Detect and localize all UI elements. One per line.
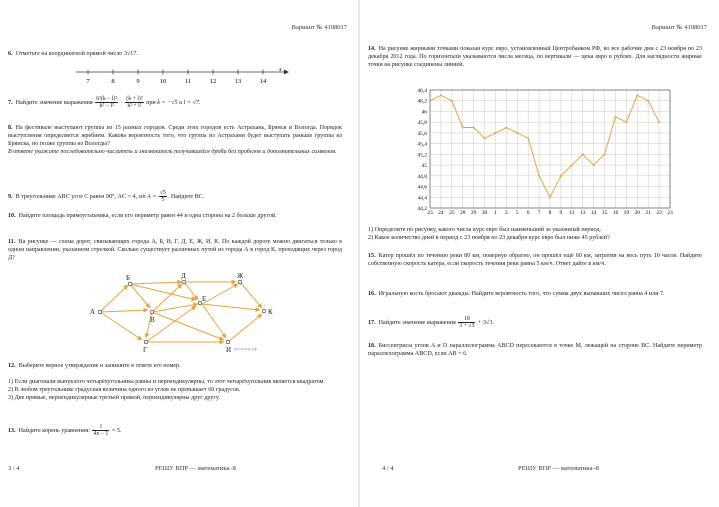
- x-tick-label: 15: [601, 210, 608, 216]
- task-14: 14. На рисунке жирными точками показан курс евро, установленный Центробанком РФ, во все рабочие дни с 23 ноября по 23 декабря 2012 года. По горизонтали указываются числа месяца, по вертикали — цена евро в рублях. Для наглядности жирные точки на рисунке соединены линией.: [368, 46, 702, 68]
- task-7: 7. Найдите значение выражения $\frac{\text{6²(k − l)²}}{\text{k² − l²}}$ · $\frac{\text{(k + l)²}}{\text{k² + l²}}$ при k = −√5 и l = √7.: [8, 96, 201, 109]
- chart-points: [429, 94, 660, 198]
- task-6: 6. Отметьте на координатной прямой число 3√17.: [8, 51, 138, 57]
- task12-item-1: 1) Если диагонали выпуклого четырёхугольника равны и перпендикулярны, то этот четырёхугольник является квадратом.: [8, 379, 325, 385]
- number-line-tick-label: 9: [136, 78, 140, 85]
- y-tick-label: 46,2: [417, 98, 427, 105]
- node-I: И: [226, 346, 232, 354]
- y-tick-label: 44,4: [417, 195, 427, 202]
- task-15: 15. Катер прошёл по течению реки 80 км, повернув обратно, он прошёл ещё 60 км, затратив на весь путь 10 часов. Найдите собственную скорость катера, если скорость течения реки равна 5 км/ч. Ответ дайте в км/ч.: [368, 253, 702, 267]
- chart-point: [440, 94, 442, 96]
- node-G: Г: [143, 346, 148, 354]
- number-line-tick-label: 10: [159, 78, 167, 85]
- task-10: 10. Найдите площадь прямоугольника, если его периметр равен 44 и одна сторона на 2 больше другой.: [8, 213, 277, 219]
- task7-fraction-2: $\frac{\text{(k + l)²}}{\text{k² + l²}}$: [126, 96, 143, 109]
- node-D: Д: [181, 272, 186, 280]
- task9-fraction: $\frac{√5}{5}$: [159, 190, 166, 203]
- chart-point: [538, 175, 540, 177]
- x-tick-label: 1: [494, 210, 497, 216]
- task-11: 11. На рисунке — схема дорог, связывающих города А, Б, В, Г, Д, Е, Ж, И, К. По каждой дороге можно двигаться только в одном направлении, указанном стрелкой. Сколько существует различных путей из города А в город К, проходящих через город Д?: [8, 239, 342, 261]
- number-line-tick-label: 8: [111, 78, 115, 85]
- x-tick-label: 22: [656, 210, 662, 216]
- y-tick-label: 46: [421, 109, 427, 116]
- x-tick-label: 28: [459, 210, 466, 216]
- euro-rate-chart: [388, 86, 688, 226]
- variant-header: Вариант № 4108017: [291, 24, 347, 31]
- footer-page-number: 4 / 4: [382, 465, 394, 472]
- task17-fraction: $\frac{18}{3 + √3}$: [459, 316, 475, 329]
- chart-point: [494, 132, 496, 134]
- chart-point: [516, 132, 518, 134]
- chart-point: [505, 127, 507, 129]
- number-line-tick-label: 13: [234, 78, 242, 85]
- task-16: 16. Игральную кость бросают дважды. Найдите вероятность того, что сумма двух выпавших чисел равна 4 или 7.: [368, 291, 665, 297]
- x-tick-label: 23: [667, 210, 673, 216]
- chart-point: [625, 121, 627, 123]
- chart-point: [604, 153, 606, 155]
- node-E: Е: [202, 295, 207, 303]
- task-9: 9. В треугольнике ABC угол C равен 90°, AC = 4, sin A = $\frac{√5}{5}$ . Найдите BC.: [8, 190, 205, 203]
- x-tick-label: 7: [537, 210, 541, 216]
- task-17: 17. Найдите значение выражения $\frac{18}{3 + √3}$ + 3√3.: [368, 316, 494, 329]
- x-tick-label: 24: [438, 210, 444, 216]
- chart-point: [582, 153, 584, 155]
- y-tick-label: 44,2: [417, 206, 427, 212]
- chart-point: [560, 175, 562, 177]
- y-tick-label: 46,4: [417, 88, 427, 94]
- task7-fraction-1: $\frac{\text{6²(k − l)²}}{\text{k² − l²}}$: [96, 96, 118, 109]
- roads-graph: [80, 270, 300, 354]
- chart-point: [614, 116, 616, 118]
- x-tick-label: 13: [579, 210, 586, 216]
- page-right: [360, 0, 719, 507]
- footer-title: РЕШУ ВПР — математика–8: [518, 465, 599, 472]
- x-tick-label: 12: [569, 210, 575, 216]
- chart-point: [451, 100, 453, 102]
- graph-watermark: решувпр.рф: [234, 346, 258, 351]
- x-tick-label: 29: [470, 210, 477, 216]
- y-tick-label: 44,6: [417, 184, 427, 191]
- number-line-tick-label: 12: [209, 78, 217, 85]
- chart-point: [571, 164, 573, 166]
- y-tick-label: 45: [421, 163, 427, 170]
- task8-note: В ответе укажите последовательно числитель и знаменатель получившейся дроби без пробелов и дополнительных символов.: [8, 149, 337, 155]
- task12-item-2: 2) В любом треугольнике градусная величина одного из углов не превышает 60 градусов.: [8, 387, 241, 393]
- task-12: 12. Выберите верное утверждение и запишите в ответе его номер. 1) Если диагонали выпуклого четырёхугольника равны и перпендикулярны, то этот четырёхугольник является квадратом. 2) В любом треугольнике градусная величина одного из углов не превышает 60 градусов. 3) Две прямые, перпендикулярные третьей прямой, перпендикулярны друг другу.: [8, 362, 342, 402]
- x-tick-label: 20: [634, 210, 641, 216]
- chart-point: [636, 94, 638, 96]
- chart-point: [473, 127, 475, 129]
- task12-item-3: 3) Две прямые, перпендикулярные третьей прямой, перпендикулярны друг другу.: [8, 395, 220, 401]
- x-tick-label: 14: [590, 210, 597, 216]
- node-B: Б: [126, 274, 131, 282]
- x-tick-label: 21: [645, 210, 651, 216]
- node-V: В: [150, 316, 155, 324]
- x-tick-label: 16: [612, 210, 619, 216]
- task-18: 18. Биссектрисы углов A и D параллелограмма ABCD пересекаются в точке M, лежащей на стороне BC. Найдите периметр параллелограмма ABCD, если AB = 6.: [368, 343, 702, 357]
- x-tick-label: 23: [427, 210, 433, 216]
- x-tick-label: 6: [526, 210, 530, 216]
- x-tick-label: 9: [559, 210, 563, 216]
- task14-question-1: 1) Определите по рисунку, какого числа курс евро был наименьший за указанный период.: [368, 227, 602, 233]
- chart-point: [484, 137, 486, 139]
- chart-y-ticks: [417, 88, 427, 212]
- chart-point: [462, 127, 464, 129]
- page-left: [0, 0, 359, 507]
- chart-point: [658, 121, 660, 123]
- y-tick-label: 45,4: [417, 141, 427, 148]
- task14-question-2: 2) Какое количество дней в период с 23 ноября по 23 декабря курс евро был ниже 45 рублей?: [368, 235, 610, 241]
- task-13: 13. Найдите корень уравнения: $\frac{1}{4x - 1}$ = 5.: [8, 424, 122, 437]
- footer-page-number: 3 / 4: [8, 465, 20, 472]
- number-line-tick-label: 14: [259, 78, 267, 85]
- chart-point: [593, 164, 595, 166]
- x-tick-label: 25: [449, 210, 455, 216]
- chart-point: [527, 137, 529, 139]
- y-tick-label: 44,8: [417, 173, 427, 180]
- chart-point: [647, 100, 649, 102]
- chart-x-ticks: [427, 210, 673, 216]
- task6-value: 3√17.: [123, 51, 138, 57]
- chart-series-line: [430, 95, 659, 197]
- x-tick-label: 2: [504, 210, 508, 216]
- task-8: 8. На фестивале выступают группы из 15 разных городов. Среди этих городов есть Астрахань, Брянск и Вологда. Порядок выступления определяется жребием. Какова вероятность того, что группа из Астрахани будет выступать раньше группы из Брянска, но позже группы из Вологды? В ответе укажите последовательно числитель и знаменатель получившейся дроби без пробелов и дополнительных символов.: [8, 125, 342, 155]
- node-K: К: [268, 308, 273, 316]
- number-line-tick-label: 11: [184, 78, 192, 85]
- x-tick-label: 19: [623, 210, 630, 216]
- task13-fraction: $\frac{1}{4x - 1}$: [93, 424, 109, 437]
- x-tick-label: 8: [548, 210, 552, 216]
- variant-header: Вариант № 4108017: [651, 24, 707, 31]
- node-Zh: Ж: [237, 272, 244, 280]
- task14-questions: [368, 226, 702, 242]
- y-tick-label: 45,6: [417, 130, 427, 137]
- x-tick-label: 30: [481, 210, 488, 216]
- number-line: [72, 64, 292, 86]
- number-line-x-label: x: [279, 67, 282, 73]
- number-line-tick-label: 7: [86, 78, 90, 85]
- node-A: А: [90, 308, 96, 316]
- chart-grid: [430, 90, 670, 208]
- y-tick-label: 45,8: [417, 120, 427, 127]
- y-tick-label: 45,2: [417, 152, 427, 159]
- footer-title: РЕШУ ВПР — математика–8: [155, 465, 236, 472]
- x-tick-label: 5: [515, 210, 519, 216]
- chart-point: [429, 100, 431, 102]
- chart-point: [549, 196, 551, 198]
